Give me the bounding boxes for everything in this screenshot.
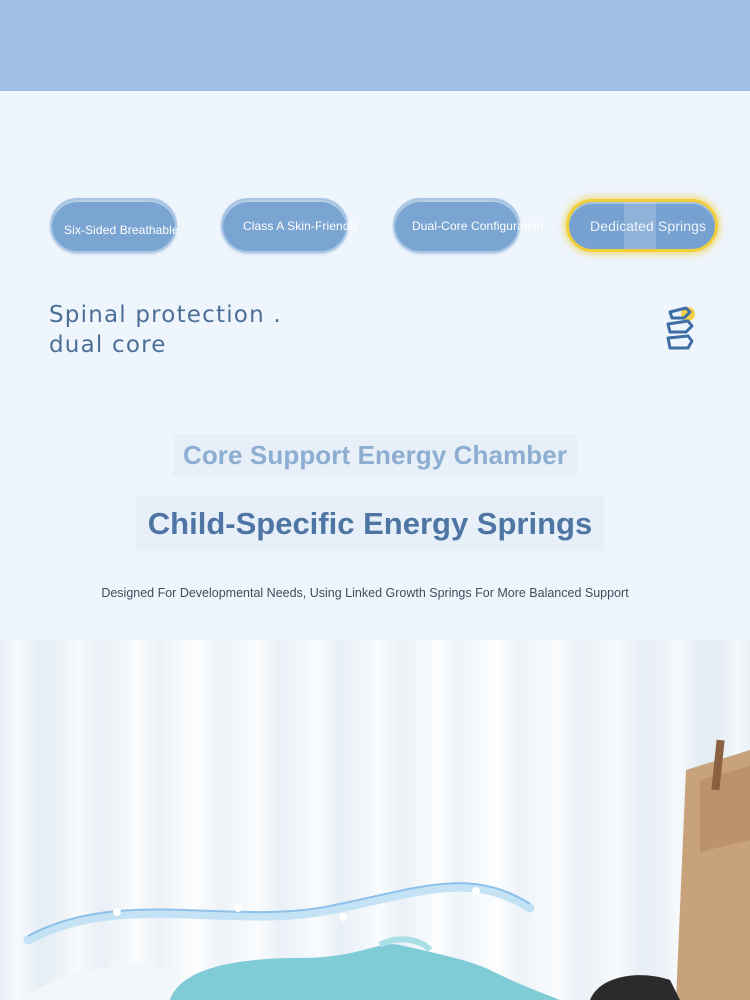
child-shirt [170, 944, 560, 1000]
tagline-line-2: dual core [49, 332, 167, 358]
section-subtitle-text: Core Support Energy Chamber [173, 434, 577, 476]
child-hair [590, 975, 680, 1000]
tab-six-sided-breathable[interactable] [50, 198, 177, 253]
top-banner [0, 0, 750, 91]
spine-icon [662, 304, 698, 356]
section-subtitle [0, 440, 750, 471]
tab-dual-core-configuration[interactable] [393, 198, 544, 253]
photo-scene [0, 640, 750, 1000]
tagline-line-1: Spinal protection . [49, 302, 282, 328]
tab-label: Class A Skin-Friendly [243, 218, 359, 233]
tab-dedicated-springs[interactable] [566, 199, 718, 252]
tab-label: Dual-Core Configuration [412, 218, 544, 233]
section-title-text: Child-Specific Energy Springs [136, 496, 604, 551]
tagline [49, 300, 282, 360]
product-photo [0, 640, 750, 1000]
tab-label: Dedicated Springs [590, 217, 707, 234]
section-title [0, 506, 740, 542]
tab-label: Six-Sided Breathable [64, 223, 179, 237]
section-description: Designed For Developmental Needs, Using Linked Growth Springs For More Balanced Support [101, 586, 629, 600]
tab-class-a-skin-friendly[interactable] [221, 198, 359, 253]
